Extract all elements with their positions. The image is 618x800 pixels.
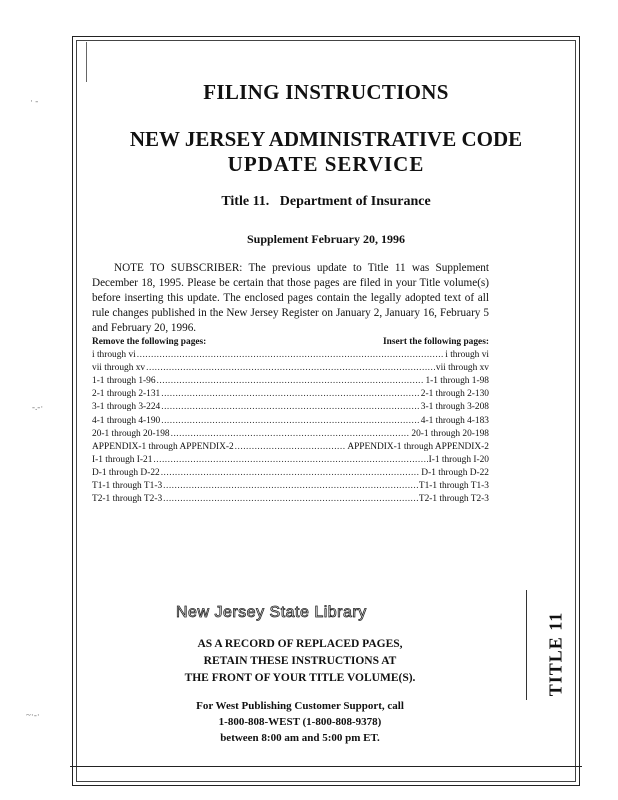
- bottom-rule: [70, 766, 582, 767]
- insert-pages: APPENDIX-1 through APPENDIX-2: [347, 441, 489, 452]
- remove-pages: T2-1 through T2-3: [92, 494, 163, 505]
- page-title: FILING INSTRUCTIONS: [203, 80, 449, 104]
- title-department: Title 11. Department of Insurance: [221, 194, 431, 209]
- table-header: [92, 336, 489, 349]
- insert-pages: I-1 through I-20: [428, 454, 489, 465]
- dot-leader: [163, 480, 418, 493]
- dot-leader: [157, 375, 425, 388]
- table-row: [92, 493, 489, 506]
- remove-pages: T1-1 through T1-3: [92, 481, 163, 492]
- remove-header: Remove the following pages:: [92, 337, 207, 347]
- remove-pages: i through vi: [92, 350, 136, 361]
- code-title-line2: UPDATE SERVICE: [227, 152, 425, 176]
- dot-leader: [137, 349, 445, 362]
- remove-pages: 3-1 through 3-224: [92, 402, 161, 413]
- table-row: [92, 362, 489, 375]
- remove-pages: I-1 through I-21: [92, 454, 153, 465]
- table-row: [92, 349, 489, 362]
- remove-pages: 4-1 through 4-190: [92, 415, 161, 426]
- margin-rule: [86, 42, 87, 82]
- insert-pages: i through vi: [445, 350, 489, 361]
- insert-pages: 4-1 through 4-183: [420, 415, 489, 426]
- remove-pages: 1-1 through 1-96: [92, 376, 156, 387]
- table-row: [92, 415, 489, 428]
- remove-pages: 2-1 through 2-131: [92, 389, 161, 400]
- table-row: [92, 401, 489, 414]
- table-rows: [92, 349, 489, 506]
- table-row: [92, 428, 489, 441]
- table-row: [92, 441, 489, 454]
- dot-leader: [161, 388, 420, 401]
- dot-leader: [146, 362, 435, 375]
- scan-mark: -.-·: [32, 402, 44, 412]
- table-row: [92, 454, 489, 467]
- support-phone: 1-800-808-WEST (1-800-808-9378): [218, 716, 382, 728]
- title-tab-label: TITLE 11: [545, 611, 566, 697]
- page-replacement-table: [92, 336, 489, 506]
- support-line-1: For West Publishing Customer Support, call: [196, 700, 404, 712]
- dot-leader: [161, 415, 420, 428]
- dot-leader: [161, 467, 421, 480]
- dot-leader: [235, 441, 347, 454]
- table-row: [92, 480, 489, 493]
- record-instructions: [150, 636, 450, 687]
- insert-pages: 3-1 through 3-208: [420, 402, 489, 413]
- insert-pages: T2-1 through T2-3: [418, 494, 489, 505]
- tab-divider: [526, 590, 527, 700]
- library-stamp: New Jersey State Library: [176, 604, 367, 621]
- remove-pages: 20-1 through 20-198: [92, 428, 170, 439]
- insert-pages: T1-1 through T1-3: [418, 481, 489, 492]
- subscriber-note: [92, 261, 489, 336]
- record-line-1: AS A RECORD OF REPLACED PAGES,: [197, 638, 403, 650]
- remove-pages: D-1 through D-22: [92, 467, 160, 478]
- support-hours: between 8:00 am and 5:00 pm ET.: [220, 732, 380, 744]
- table-row: [92, 388, 489, 401]
- scan-mark: · -: [30, 96, 39, 106]
- subscriber-note-text: NOTE TO SUBSCRIBER: The previous update to Title 11 was Supplement December 18, 1995. Please be certain that those pages are filed in your Title volume(s) before inserting this update. The enclosed pages contain the legally adopted text of all rule changes published in the New Jersey Register on January 2, January 16, February 5 and February 20, 1996.: [92, 262, 489, 334]
- record-line-3: THE FRONT OF YOUR TITLE VOLUME(S).: [184, 672, 416, 684]
- remove-pages: APPENDIX-1 through APPENDIX-2: [92, 441, 234, 452]
- insert-pages: D-1 through D-22: [421, 467, 489, 478]
- table-row: [92, 375, 489, 388]
- table-row: [92, 467, 489, 480]
- code-title-line1: NEW JERSEY ADMINISTRATIVE CODE: [129, 127, 523, 151]
- dot-leader: [153, 454, 427, 467]
- insert-header: Insert the following pages:: [383, 337, 489, 347]
- scan-mark: ~·-·: [26, 710, 40, 720]
- remove-pages: vii through xv: [92, 363, 146, 374]
- record-line-2: RETAIN THESE INSTRUCTIONS AT: [203, 655, 397, 667]
- insert-pages: vii through xv: [435, 363, 489, 374]
- customer-support: [150, 698, 450, 746]
- dot-leader: [161, 401, 420, 414]
- dot-leader: [163, 493, 418, 506]
- supplement-date: Supplement February 20, 1996: [246, 232, 405, 246]
- insert-pages: 1-1 through 1-98: [425, 376, 489, 387]
- insert-pages: 2-1 through 2-130: [420, 389, 489, 400]
- insert-pages: 20-1 through 20-198: [411, 428, 489, 439]
- dot-leader: [171, 428, 411, 441]
